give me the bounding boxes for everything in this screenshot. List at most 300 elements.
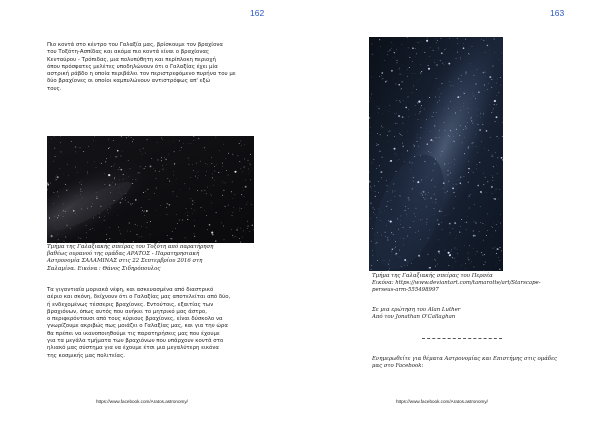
star xyxy=(408,109,409,110)
star xyxy=(249,164,250,165)
star xyxy=(501,157,503,159)
star xyxy=(496,165,497,166)
star xyxy=(481,252,482,253)
star xyxy=(391,209,392,210)
star xyxy=(243,190,244,191)
star xyxy=(240,242,241,243)
star xyxy=(75,213,76,214)
star xyxy=(435,186,436,187)
star xyxy=(442,229,443,230)
star xyxy=(225,182,226,183)
star xyxy=(66,225,67,226)
caption-link[interactable]: perseus-arm-555498997 xyxy=(372,287,439,294)
star xyxy=(435,199,436,200)
star xyxy=(232,235,233,236)
star xyxy=(114,178,115,179)
star xyxy=(213,185,214,186)
star xyxy=(409,197,410,198)
star xyxy=(194,226,195,227)
star xyxy=(379,76,380,77)
star xyxy=(116,156,117,157)
star xyxy=(438,224,440,226)
star xyxy=(376,242,377,243)
star xyxy=(454,192,455,193)
star xyxy=(385,232,386,233)
star xyxy=(397,123,398,124)
star xyxy=(223,226,224,227)
star xyxy=(444,49,445,50)
star xyxy=(228,175,229,176)
star xyxy=(96,198,98,200)
star xyxy=(472,46,473,47)
star xyxy=(379,165,380,166)
star xyxy=(163,169,164,170)
star xyxy=(104,216,105,217)
star xyxy=(251,204,252,205)
star xyxy=(475,134,476,135)
left-photo-caption xyxy=(47,244,213,273)
star xyxy=(439,89,440,90)
star xyxy=(157,142,158,143)
star xyxy=(411,263,412,264)
star xyxy=(114,179,115,180)
star xyxy=(464,153,465,154)
star xyxy=(215,240,216,241)
star xyxy=(114,200,115,201)
caption-link[interactable]: Εικόνα: https://www.deviantart.com/tamarotte/art/Starscape- xyxy=(372,280,541,287)
caption-line: Σαλαμίνα. Εικόνα : Θάνος Σιδηρόπουλος xyxy=(47,265,161,272)
invite-line: Ενημερωθείτε για θέματα Αστρονομίας και Επιστήμης στις ομάδες xyxy=(372,356,558,362)
star xyxy=(473,172,474,173)
star xyxy=(57,192,58,193)
star xyxy=(112,182,113,183)
star xyxy=(147,139,148,140)
star xyxy=(155,170,156,171)
star xyxy=(206,215,207,216)
star xyxy=(155,171,156,172)
star xyxy=(489,76,491,78)
star xyxy=(435,203,436,204)
star xyxy=(207,164,208,165)
star xyxy=(418,80,419,81)
star xyxy=(477,152,478,153)
star xyxy=(130,168,131,169)
star xyxy=(212,234,214,236)
star xyxy=(482,255,483,256)
sagittarius-arm-photo xyxy=(47,136,254,243)
star xyxy=(412,92,413,93)
star xyxy=(404,265,405,266)
star xyxy=(201,190,202,191)
star xyxy=(387,185,388,186)
star xyxy=(173,191,174,192)
star xyxy=(378,208,379,209)
right-photo-caption xyxy=(372,273,541,295)
star xyxy=(457,253,458,254)
star xyxy=(167,178,168,179)
star xyxy=(157,159,158,160)
star xyxy=(470,64,471,65)
star xyxy=(460,97,461,98)
star xyxy=(426,40,428,42)
star xyxy=(468,53,469,54)
star xyxy=(438,251,440,253)
star xyxy=(398,84,400,86)
star xyxy=(250,180,251,181)
star xyxy=(484,72,485,73)
star xyxy=(187,215,188,216)
star xyxy=(495,230,496,231)
star xyxy=(369,101,370,102)
star xyxy=(246,204,247,205)
star xyxy=(473,142,474,143)
star xyxy=(475,254,476,255)
star xyxy=(449,38,450,39)
star xyxy=(388,220,389,221)
star xyxy=(370,218,371,219)
star xyxy=(51,235,53,237)
star xyxy=(108,148,109,149)
star xyxy=(468,172,469,173)
star xyxy=(409,199,410,200)
star xyxy=(468,112,469,113)
star xyxy=(468,168,469,169)
star xyxy=(494,198,496,200)
star xyxy=(492,227,493,228)
star xyxy=(493,156,494,157)
star xyxy=(143,192,144,193)
star xyxy=(87,162,88,163)
star xyxy=(96,192,97,193)
star xyxy=(53,161,54,162)
star xyxy=(47,183,48,184)
star xyxy=(156,188,157,189)
footer-link-left[interactable]: https://www.facebook.com/Aratos.astronomy/ xyxy=(96,399,188,404)
star xyxy=(385,236,386,237)
star xyxy=(128,202,129,203)
star xyxy=(197,178,198,179)
star xyxy=(491,226,492,227)
star xyxy=(451,249,452,250)
star xyxy=(126,137,127,138)
star xyxy=(408,208,409,209)
star xyxy=(123,174,124,175)
star xyxy=(162,139,163,140)
star xyxy=(449,81,450,82)
star xyxy=(222,163,223,164)
star xyxy=(477,185,479,187)
star xyxy=(222,195,223,196)
star xyxy=(80,189,81,190)
star xyxy=(454,164,455,165)
star xyxy=(491,87,492,88)
star xyxy=(87,171,88,172)
star xyxy=(415,73,416,74)
star xyxy=(468,258,469,259)
star xyxy=(464,137,465,138)
section-divider xyxy=(422,338,502,339)
star xyxy=(394,196,395,197)
star xyxy=(118,227,119,228)
star xyxy=(226,158,227,159)
star xyxy=(413,177,414,178)
star xyxy=(496,224,497,225)
star xyxy=(239,208,240,209)
star xyxy=(101,163,102,164)
star xyxy=(435,159,436,160)
star xyxy=(125,200,126,201)
star xyxy=(433,170,434,171)
star xyxy=(497,173,498,174)
star xyxy=(223,144,224,145)
star xyxy=(408,197,409,198)
star xyxy=(479,231,480,232)
credit-line: Από τον Jonathan O'Callaghan xyxy=(372,314,456,321)
star xyxy=(81,191,82,192)
star xyxy=(212,174,213,175)
star xyxy=(61,151,62,152)
star xyxy=(445,192,446,193)
star xyxy=(472,93,473,94)
star xyxy=(483,270,484,271)
star xyxy=(471,120,472,121)
star xyxy=(477,69,478,70)
star xyxy=(211,157,212,158)
star xyxy=(397,218,398,219)
star xyxy=(93,140,94,141)
star xyxy=(420,155,421,156)
star xyxy=(106,239,107,240)
star xyxy=(233,199,234,200)
star xyxy=(205,175,206,176)
text-line: τους. xyxy=(47,85,62,92)
star xyxy=(211,163,212,164)
star xyxy=(192,164,193,165)
star xyxy=(377,133,378,134)
star xyxy=(50,183,51,184)
star xyxy=(417,141,418,142)
star xyxy=(493,66,494,67)
star xyxy=(395,254,396,255)
star xyxy=(457,134,458,135)
star xyxy=(109,238,110,239)
star xyxy=(75,167,76,168)
star xyxy=(167,203,168,204)
caption-line: Αστρονομία ΣΑΛΑΜΙΝΑΣ στις 22 Σεπτεμβρίου 2016 στη xyxy=(47,258,203,265)
star xyxy=(382,79,383,80)
star xyxy=(419,113,420,114)
star xyxy=(421,71,422,72)
star xyxy=(121,193,122,194)
star xyxy=(456,184,457,185)
star xyxy=(131,137,132,138)
star xyxy=(401,89,402,90)
star xyxy=(389,260,390,261)
star xyxy=(489,104,490,105)
star xyxy=(487,181,488,182)
star xyxy=(453,228,454,229)
star xyxy=(179,140,180,141)
star xyxy=(455,248,456,249)
star xyxy=(466,229,467,230)
star xyxy=(496,189,497,190)
star xyxy=(450,254,451,255)
star xyxy=(383,127,384,128)
star xyxy=(371,127,372,128)
star xyxy=(481,192,482,193)
star xyxy=(457,43,458,44)
star xyxy=(468,146,469,147)
star xyxy=(468,253,469,254)
star xyxy=(423,197,424,198)
star xyxy=(166,164,167,165)
star xyxy=(132,141,133,142)
star xyxy=(486,235,487,236)
star xyxy=(479,162,480,163)
star xyxy=(468,161,469,162)
star xyxy=(498,92,499,93)
star xyxy=(452,267,453,268)
star xyxy=(410,169,411,170)
star xyxy=(242,172,243,173)
star xyxy=(460,226,461,227)
star xyxy=(436,42,437,43)
star xyxy=(80,147,81,148)
star xyxy=(224,183,225,184)
star xyxy=(371,188,372,189)
star xyxy=(446,270,447,271)
star xyxy=(424,52,425,53)
star xyxy=(381,126,382,127)
star xyxy=(63,210,64,211)
star xyxy=(493,65,494,66)
footer-link-right[interactable]: https://www.facebook.com/Aratos.astronomy/ xyxy=(396,399,488,404)
star xyxy=(149,199,150,200)
star xyxy=(395,241,396,242)
star xyxy=(442,151,443,152)
star xyxy=(65,211,66,212)
star xyxy=(399,195,400,196)
star xyxy=(483,184,484,185)
star xyxy=(495,152,496,153)
star xyxy=(461,219,462,220)
star xyxy=(106,158,107,159)
star xyxy=(381,235,382,236)
star xyxy=(484,113,485,114)
star xyxy=(235,236,236,237)
star xyxy=(187,219,188,220)
star xyxy=(491,186,493,188)
star xyxy=(497,157,498,158)
star xyxy=(59,168,60,169)
star xyxy=(432,179,433,180)
star xyxy=(417,134,418,135)
star xyxy=(416,208,417,209)
star xyxy=(169,204,171,206)
star xyxy=(402,146,404,148)
star xyxy=(240,228,241,229)
star xyxy=(384,260,385,261)
star xyxy=(223,190,224,191)
star xyxy=(140,166,141,167)
star xyxy=(382,157,383,158)
star xyxy=(191,143,192,144)
star xyxy=(133,139,134,140)
star xyxy=(174,163,175,164)
star xyxy=(54,148,55,149)
star xyxy=(87,208,88,209)
star xyxy=(100,206,101,207)
star xyxy=(397,62,398,63)
star xyxy=(474,96,475,97)
star xyxy=(474,75,475,76)
star xyxy=(408,96,409,97)
star xyxy=(426,222,427,223)
star xyxy=(466,72,467,73)
star xyxy=(473,235,475,237)
star xyxy=(75,147,76,148)
star xyxy=(189,189,190,190)
star xyxy=(483,223,484,224)
star xyxy=(449,227,450,228)
star xyxy=(478,124,479,125)
star xyxy=(422,219,423,220)
star xyxy=(244,144,245,145)
star xyxy=(391,161,392,162)
star xyxy=(370,98,371,99)
star xyxy=(430,48,431,49)
star xyxy=(491,79,492,80)
star xyxy=(477,164,478,165)
star xyxy=(502,136,503,137)
star xyxy=(403,238,404,239)
star xyxy=(388,264,389,265)
star xyxy=(140,149,141,150)
star xyxy=(144,168,145,169)
star xyxy=(463,47,465,49)
star xyxy=(387,54,388,55)
star xyxy=(469,196,470,197)
star xyxy=(480,206,481,207)
star xyxy=(457,96,459,98)
star xyxy=(47,189,48,190)
star xyxy=(455,196,456,197)
star xyxy=(111,166,112,167)
star xyxy=(153,169,154,170)
star xyxy=(71,141,72,142)
star xyxy=(439,100,440,101)
star xyxy=(475,98,476,99)
star xyxy=(433,116,434,117)
star xyxy=(396,50,397,51)
text-line: της κοσμικής μας πολιτείας. xyxy=(47,352,125,359)
star xyxy=(483,264,484,265)
star xyxy=(176,214,177,215)
text-line: ηλιακό μας σύστημα για να έχουμε έτσι μια μεγαλύτερη εικόνα xyxy=(47,345,219,352)
star xyxy=(477,109,478,110)
star xyxy=(247,228,248,229)
star xyxy=(394,249,395,250)
star xyxy=(455,58,456,59)
caption-line: βαθέως ουρανού της ομάδας ΑΡΑΤΟΣ - Παρατηρησιακή xyxy=(47,251,200,258)
star xyxy=(437,40,438,41)
star xyxy=(154,193,155,194)
star xyxy=(196,172,197,173)
star xyxy=(442,63,443,64)
star xyxy=(417,181,419,183)
star xyxy=(151,158,152,159)
star xyxy=(399,100,400,101)
